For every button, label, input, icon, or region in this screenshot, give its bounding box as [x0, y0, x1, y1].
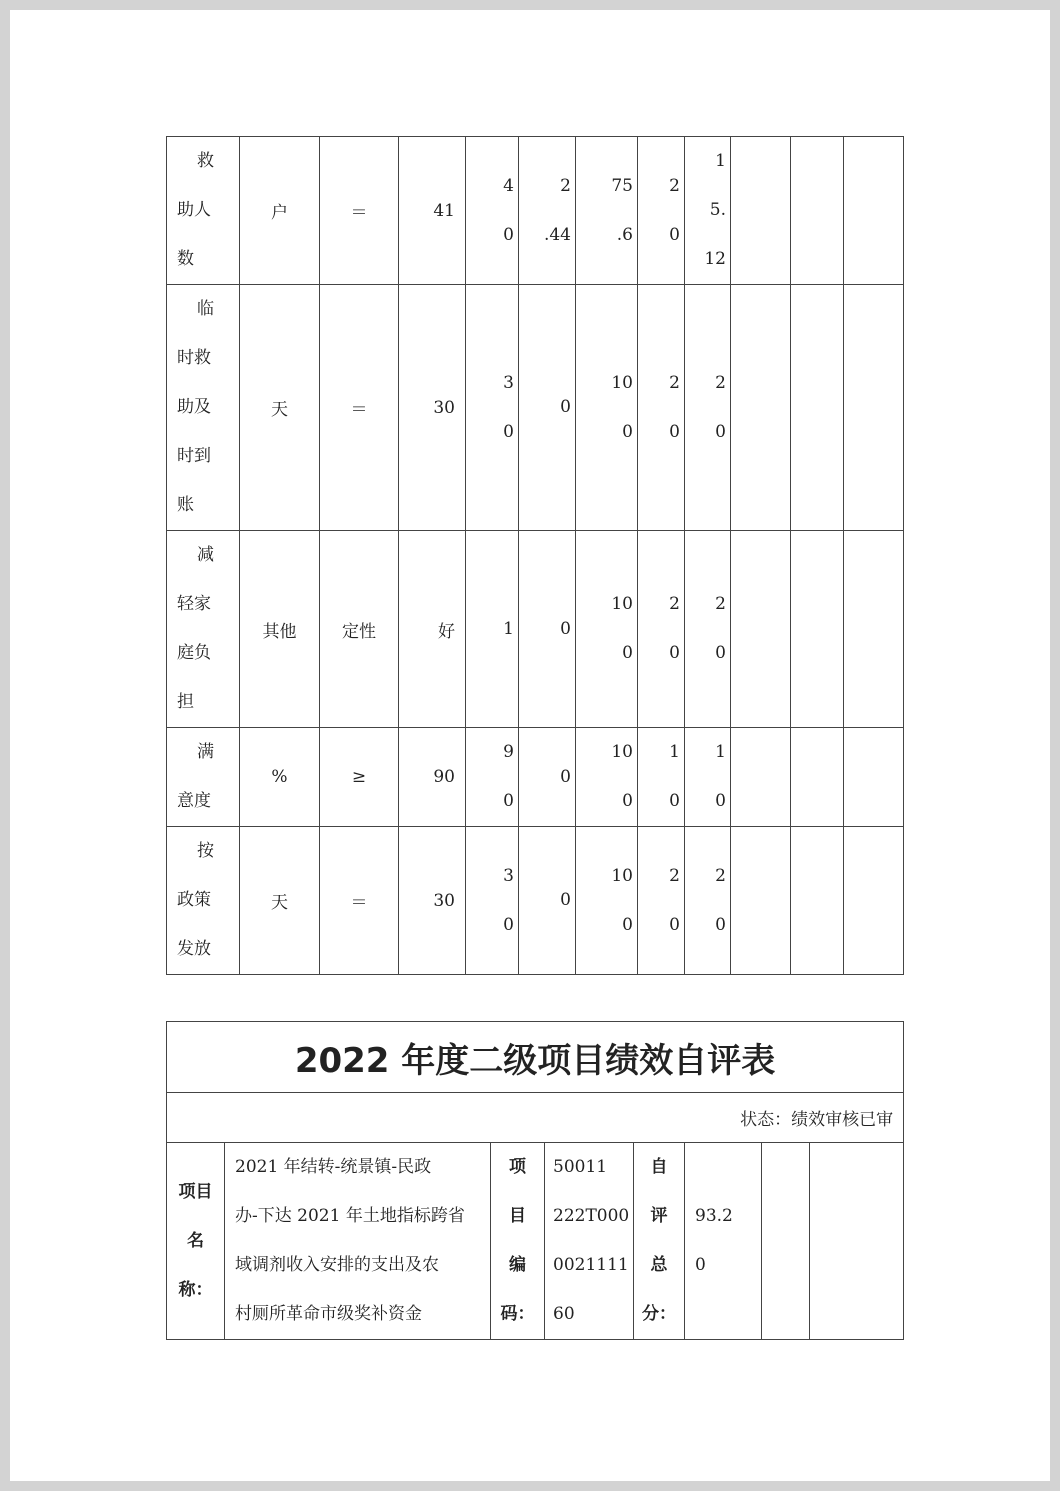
indicator-table	[166, 136, 904, 975]
empty-cell	[844, 728, 904, 827]
value-cell-4-line: 0	[669, 643, 680, 663]
value-cell-4-line: 0	[669, 914, 680, 935]
project-code-label	[491, 1143, 545, 1340]
value-cell-1	[466, 531, 519, 728]
score-label-line: 自	[650, 1157, 668, 1177]
score-label-line: 总	[650, 1255, 668, 1275]
value-cell-1	[466, 728, 519, 827]
empty-cell	[791, 285, 844, 531]
indicator-name	[167, 531, 240, 728]
indicator-name	[167, 728, 240, 827]
score-value-line: 93.2	[695, 1206, 733, 1226]
table-row	[167, 827, 904, 975]
value-cell-4-line: 2	[669, 372, 680, 393]
indicator-name-line: 按	[197, 841, 214, 861]
value-cell-5-line: 1	[715, 151, 726, 171]
value-cell-1-line: 1	[503, 618, 514, 639]
status-text: 状态：绩效审核已审	[167, 1093, 904, 1143]
project-code-label-line: 码：	[500, 1304, 535, 1324]
value-cell-3-line: 75	[611, 175, 633, 196]
value-cell-3-line: 10	[611, 742, 633, 762]
value-cell-5-line: 0	[715, 643, 726, 663]
indicator-name-line: 担	[177, 692, 194, 712]
value-cell-2-line: 0	[560, 766, 571, 787]
indicator-target: 30	[399, 827, 466, 975]
value-cell-5-line: 0	[715, 421, 726, 442]
document-page	[10, 10, 1050, 1481]
value-cell-5-line: 5.	[709, 200, 726, 220]
indicator-unit: 天	[240, 827, 320, 975]
indicator-name-line: 时到	[177, 446, 211, 466]
empty-cell	[791, 827, 844, 975]
value-cell-5	[685, 827, 731, 975]
indicator-target: 30	[399, 285, 466, 531]
table-row	[167, 531, 904, 728]
empty-cell	[762, 1143, 810, 1340]
value-cell-2	[519, 137, 576, 285]
value-cell-2	[519, 285, 576, 531]
value-cell-5-line: 0	[715, 914, 726, 935]
value-cell-1-line: 0	[503, 914, 514, 935]
score-label	[634, 1143, 685, 1340]
project-code-value	[545, 1143, 634, 1340]
value-cell-3	[576, 531, 638, 728]
indicator-operator: ＝	[320, 285, 399, 531]
value-cell-3	[576, 827, 638, 975]
score-label-line: 评	[650, 1206, 668, 1226]
project-name-value-line: 域调剂收入安排的支出及农	[235, 1255, 439, 1275]
value-cell-4-line: 2	[669, 594, 680, 614]
project-code-value-line: 50011	[553, 1157, 608, 1177]
value-cell-1-line: 9	[503, 742, 514, 762]
indicator-name	[167, 285, 240, 531]
indicator-name-line: 轻家	[177, 594, 211, 614]
value-cell-3-line: 10	[611, 865, 633, 886]
indicator-target: 90	[399, 728, 466, 827]
value-cell-2-line: 0	[560, 397, 571, 417]
value-cell-4	[638, 531, 685, 728]
indicator-name-line: 临	[197, 299, 214, 319]
value-cell-5	[685, 728, 731, 827]
project-code-label-line: 项	[509, 1157, 526, 1177]
indicator-operator: ＝	[320, 137, 399, 285]
table-row	[167, 728, 904, 827]
project-name-label-line: 称：	[178, 1279, 213, 1300]
indicator-name-line: 账	[177, 495, 194, 515]
value-cell-1-line: 0	[503, 224, 514, 245]
indicator-operator: 定性	[320, 531, 399, 728]
score-value-line: 0	[695, 1255, 706, 1275]
indicator-target: 41	[399, 137, 466, 285]
indicator-unit: 天	[240, 285, 320, 531]
empty-cell	[791, 728, 844, 827]
value-cell-5-line: 1	[715, 742, 726, 762]
indicator-unit: 其他	[240, 531, 320, 728]
value-cell-1	[466, 137, 519, 285]
indicator-name-line: 时救	[177, 348, 211, 368]
project-name-value-line: 2021 年结转-统景镇-民政	[235, 1157, 432, 1177]
empty-cell	[844, 827, 904, 975]
value-cell-5-line: 0	[715, 791, 726, 811]
indicator-name-line: 救	[197, 151, 214, 171]
value-cell-4	[638, 827, 685, 975]
value-cell-2	[519, 531, 576, 728]
project-name-value-line: 村厕所革命市级奖补资金	[235, 1304, 422, 1324]
score-label-line: 分：	[642, 1304, 676, 1324]
value-cell-5	[685, 531, 731, 728]
empty-cell	[810, 1143, 904, 1340]
project-code-label-line: 编	[509, 1255, 526, 1275]
empty-cell	[844, 285, 904, 531]
value-cell-4-line: 2	[669, 865, 680, 886]
value-cell-2-line: 0	[560, 618, 571, 639]
empty-cell	[731, 728, 791, 827]
project-name-label	[167, 1143, 225, 1340]
value-cell-4	[638, 137, 685, 285]
form-title: 2022 年度二级项目绩效自评表	[167, 1022, 904, 1093]
value-cell-1-line: 4	[503, 175, 514, 196]
project-name-label-line: 项目	[178, 1181, 213, 1202]
empty-cell	[791, 137, 844, 285]
indicator-name-line: 数	[177, 249, 194, 269]
project-code-value-line: 222T000	[553, 1206, 630, 1226]
value-cell-5-line: 2	[715, 865, 726, 886]
value-cell-4-line: 0	[669, 224, 680, 245]
value-cell-4-line: 0	[669, 421, 680, 442]
empty-cell	[731, 827, 791, 975]
indicator-name-line: 满	[197, 742, 214, 762]
value-cell-2	[519, 728, 576, 827]
empty-cell	[731, 285, 791, 531]
value-cell-3-line: .6	[616, 224, 633, 245]
value-cell-5-line: 2	[715, 372, 726, 393]
value-cell-4-line: 0	[669, 791, 680, 811]
value-cell-5	[685, 137, 731, 285]
indicator-unit: %	[240, 728, 320, 827]
empty-cell	[731, 137, 791, 285]
indicator-name-line: 庭负	[177, 643, 211, 663]
indicator-name	[167, 137, 240, 285]
indicator-name	[167, 827, 240, 975]
project-name-value-line: 办-下达 2021 年土地指标跨省	[235, 1206, 465, 1226]
indicator-name-line: 助及	[177, 397, 211, 417]
value-cell-3	[576, 285, 638, 531]
value-cell-1-line: 0	[503, 791, 514, 811]
value-cell-1	[466, 285, 519, 531]
empty-cell	[844, 137, 904, 285]
indicator-name-line: 意度	[177, 791, 211, 811]
value-cell-3-line: 0	[622, 421, 633, 442]
empty-cell	[731, 531, 791, 728]
value-cell-3-line: 0	[622, 643, 633, 663]
value-cell-4-line: 2	[669, 175, 680, 196]
table-row	[167, 137, 904, 285]
indicator-operator: ≥	[320, 728, 399, 827]
value-cell-2-line: .44	[543, 224, 571, 245]
value-cell-4-line: 1	[669, 742, 680, 762]
indicator-target: 好	[399, 531, 466, 728]
value-cell-2-line: 0	[560, 890, 571, 910]
indicator-name-line: 助人	[177, 200, 211, 220]
value-cell-5	[685, 285, 731, 531]
value-cell-1-line: 3	[503, 865, 514, 886]
empty-cell	[791, 531, 844, 728]
value-cell-3-line: 10	[611, 372, 633, 393]
value-cell-3-line: 0	[622, 914, 633, 935]
score-value	[685, 1143, 762, 1340]
value-cell-3-line: 10	[611, 594, 633, 614]
project-name-label-line: 名	[187, 1230, 204, 1251]
value-cell-1	[466, 827, 519, 975]
value-cell-5-line: 2	[715, 594, 726, 614]
project-name-value	[225, 1143, 491, 1340]
indicator-name-line: 减	[197, 545, 214, 565]
value-cell-1-line: 3	[503, 372, 514, 393]
value-cell-2	[519, 827, 576, 975]
value-cell-3	[576, 137, 638, 285]
value-cell-4	[638, 728, 685, 827]
value-cell-4	[638, 285, 685, 531]
project-code-value-line: 0021111	[553, 1255, 629, 1275]
empty-cell	[844, 531, 904, 728]
value-cell-3-line: 0	[622, 791, 633, 811]
value-cell-5-line: 12	[704, 249, 726, 269]
indicator-operator: ＝	[320, 827, 399, 975]
project-code-label-line: 目	[509, 1206, 526, 1226]
value-cell-1-line: 0	[503, 421, 514, 442]
self-evaluation-form	[166, 1021, 904, 1340]
value-cell-3	[576, 728, 638, 827]
value-cell-2-line: 2	[560, 175, 571, 196]
indicator-name-line: 发放	[177, 939, 211, 959]
indicator-unit: 户	[240, 137, 320, 285]
table-row	[167, 285, 904, 531]
project-code-value-line: 60	[553, 1304, 575, 1324]
indicator-name-line: 政策	[177, 890, 211, 910]
